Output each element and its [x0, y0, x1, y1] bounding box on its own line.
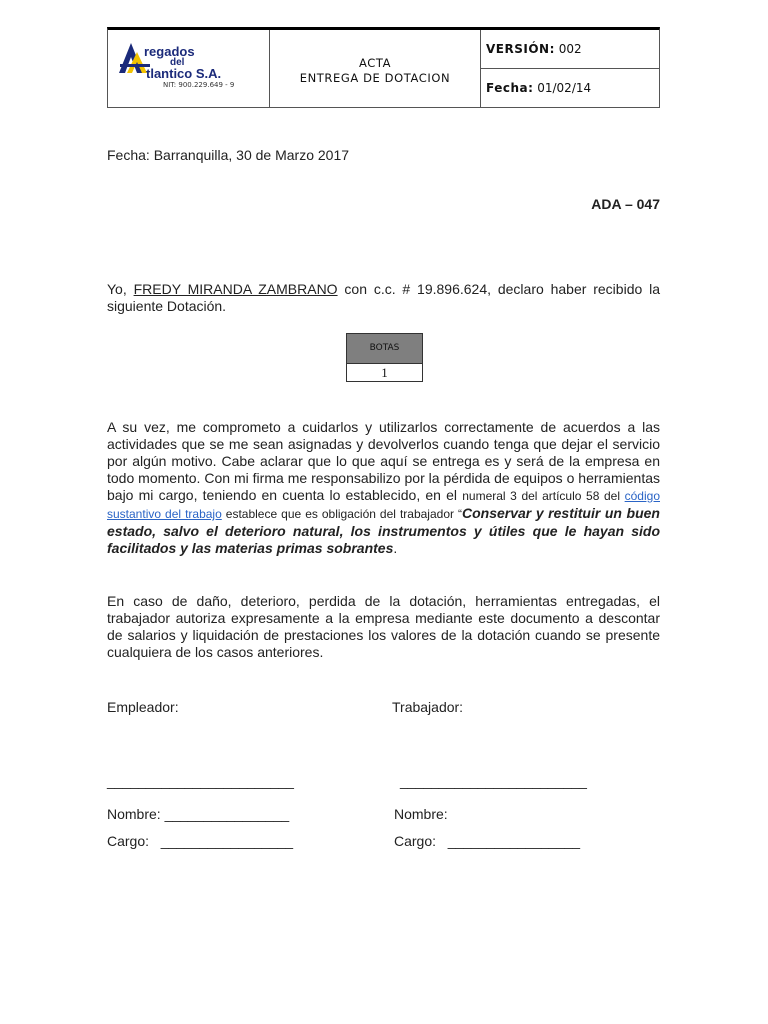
employer-signature-line: ________________________	[107, 773, 294, 789]
legal-reference-text: numeral 3 del artículo 58 del	[462, 489, 625, 503]
logo-word-3: tlantico S.A.	[146, 66, 222, 81]
logo-word-1: regados	[144, 44, 195, 59]
worker-nombre: Nombre:	[394, 806, 448, 822]
title-line-2: ENTREGA DE DOTACION	[299, 71, 451, 85]
codigo-sustantivo-link[interactable]: código sustantivo del trabajo	[107, 489, 660, 521]
dotacion-table-header: BOTAS	[347, 334, 422, 364]
company-logo	[108, 30, 270, 107]
worker-name: FREDY MIRANDA ZAMBRANO	[133, 281, 338, 297]
obligation-quote: Conservar y restituir un buen estado, salvo el deterioro natural, los instrumentos y útiles que le hayan sido facilitados y las materias primas sobrantes	[107, 505, 660, 556]
date-line: Fecha: Barranquilla, 30 de Marzo 2017	[107, 147, 350, 163]
intro-rest: con c.c. # 19.896.624, declaro haber recibido la siguiente Dotación.	[107, 281, 660, 314]
commitment-text: A su vez, me comprometo a cuidarlos y utilizarlos correctamente de acuerdos a las actividades que se me sean asignadas y devolverlos cuando tenga que dejar el servicio por algún motivo. Cabe aclarar que lo que aquí se entrega es y será de la empresa en todo momento. Con mi firma me responsabilizo por la pérdida de equipos o herramientas bajo mi cargo, teniendo en cuenta lo establecido, en el	[107, 419, 660, 503]
version-cell	[481, 30, 659, 69]
employer-nombre: Nombre: ________________	[107, 806, 290, 822]
logo-nit: NIT: 900.229.649 - 9	[163, 81, 235, 89]
fecha-value: 01/02/14	[537, 81, 592, 95]
worker-label: Trabajador:	[392, 699, 464, 715]
worker-cargo: Cargo: _________________	[394, 833, 581, 849]
commitment-paragraph	[107, 419, 660, 557]
version-label: VERSIÓN:	[486, 42, 555, 56]
damage-paragraph: En caso de daño, deterioro, perdida de la dotación, herramientas entregadas, el trabajador autoriza expresamente a la empresa mediante este documento a descontar de salarios y liquidación de prestaciones los valores de la dotación cuando se presente cualquiera de los casos anteriores.	[107, 593, 660, 660]
intro-paragraph	[107, 281, 660, 315]
employer-cargo: Cargo: _________________	[107, 833, 294, 849]
fecha-cell	[481, 69, 659, 107]
worker-signature-line: ________________________	[400, 773, 587, 789]
document-code: ADA – 047	[591, 196, 660, 212]
document-header-table	[107, 27, 660, 108]
logo-word-2: del	[170, 57, 185, 68]
document-meta	[481, 30, 659, 107]
version-value: 002	[558, 42, 582, 56]
document-title	[270, 30, 481, 107]
title-line-1: ACTA	[358, 56, 392, 70]
obligation-text: establece que es obligación del trabajador “	[221, 507, 462, 521]
intro-prefix: Yo,	[107, 281, 134, 297]
dotacion-table-value: 1	[381, 365, 388, 380]
employer-label: Empleador:	[107, 699, 179, 715]
dotacion-table	[346, 333, 423, 382]
fecha-label: Fecha:	[486, 81, 534, 95]
obligation-end: .	[393, 540, 398, 556]
